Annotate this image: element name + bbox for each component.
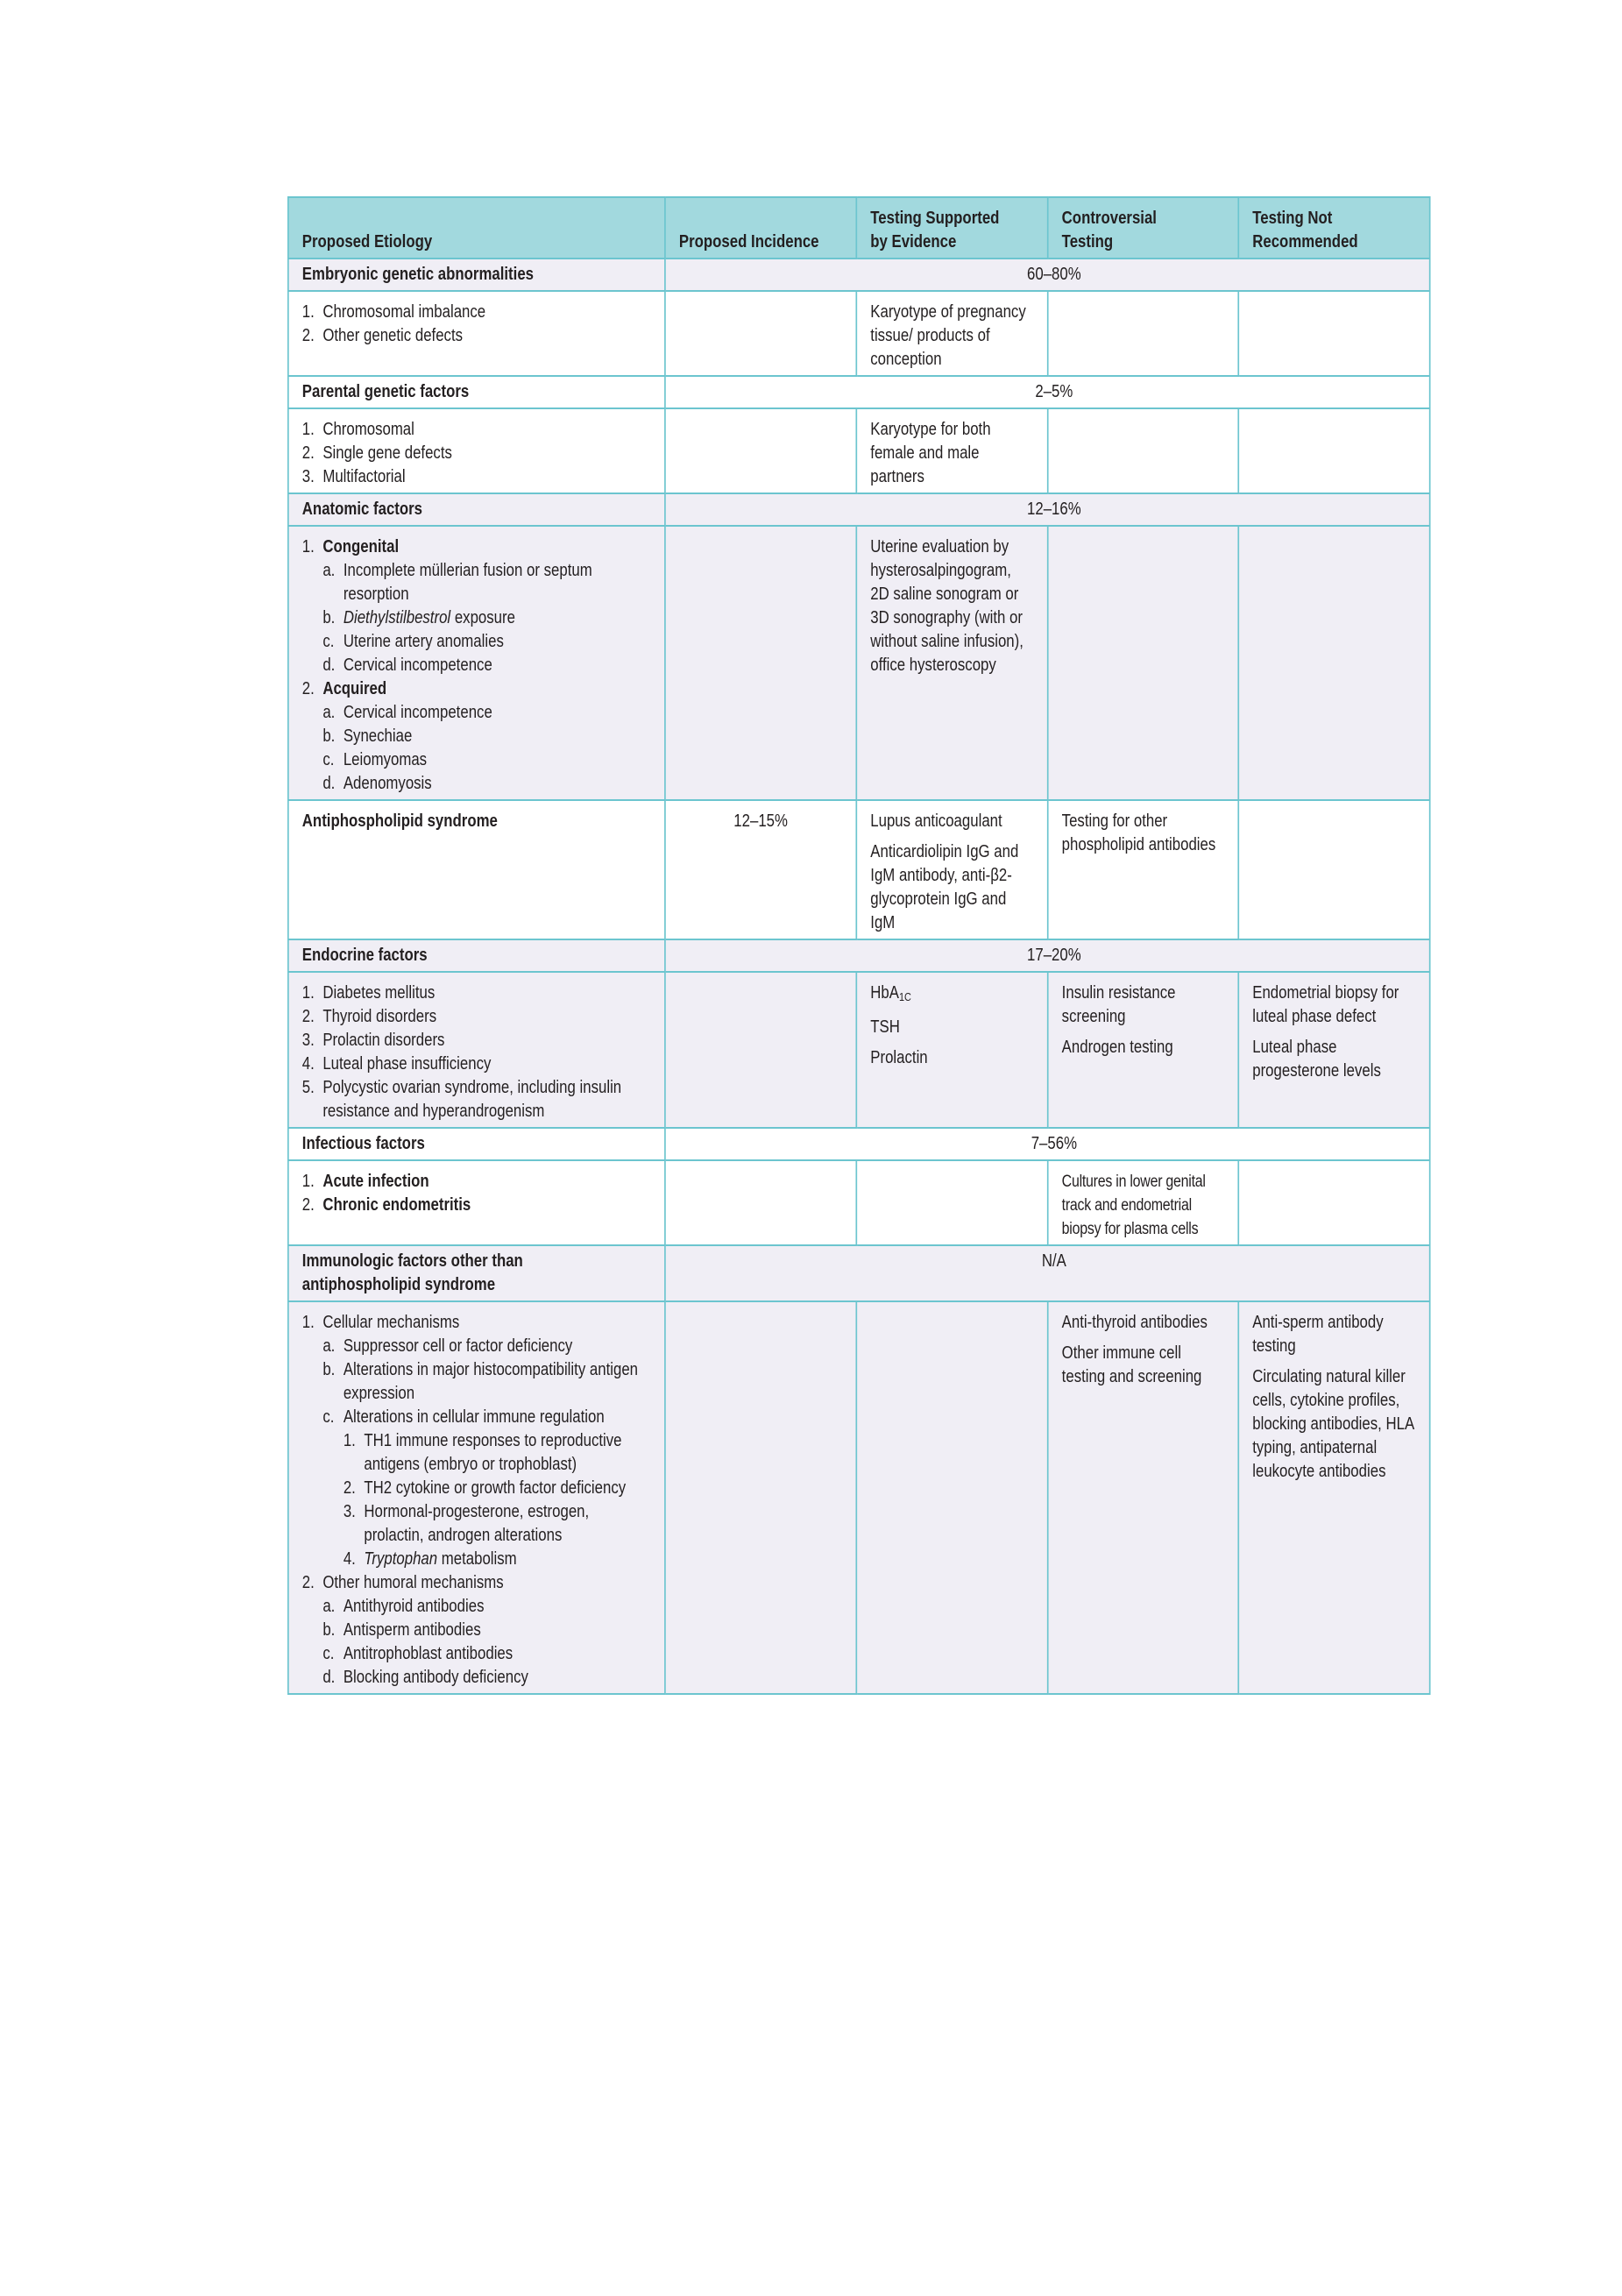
supported-cell — [856, 800, 1047, 939]
supported-item: Anticardiolipin IgG and IgM antibody, anti-β2-glycoprotein IgG and IgM — [870, 842, 1019, 932]
category-row — [288, 1245, 1430, 1301]
incidence-cell — [665, 408, 856, 493]
category-row — [288, 376, 1430, 408]
list-item: 2. Acquired — [301, 679, 387, 698]
category-row — [288, 939, 1430, 972]
incidence-cell — [665, 526, 856, 800]
controversial-item: Androgen testing — [1061, 1038, 1173, 1057]
detail-row — [288, 1160, 1430, 1245]
category-title: Infectious factors — [288, 1128, 665, 1160]
controversial-cell — [1048, 526, 1239, 800]
incidence-value: 2–5% — [1035, 382, 1073, 401]
header-line: Testing Not — [1252, 209, 1333, 228]
list-item: 1. Congenital — [301, 537, 400, 556]
category-row — [288, 493, 1430, 526]
header-controversial-testing — [1048, 197, 1239, 259]
list-item: a. Cervical incompetence — [322, 703, 492, 722]
not-recommended-item: Anti-sperm antibody testing — [1252, 1313, 1384, 1356]
list-item: b. Alterations in major histocompatibility antigen expression — [322, 1360, 639, 1403]
supported-cell: Uterine evaluation by hysterosalpingogram, 2D saline sonogram or 3D sonography (with or without saline infusion), office hysteroscopy — [856, 526, 1047, 800]
etiology-list — [288, 291, 665, 376]
list-item: 3. Prolactin disorders — [301, 1031, 445, 1050]
title-line: Immunologic factors other than — [301, 1251, 523, 1271]
supported-cell — [856, 1301, 1047, 1694]
etiology-table — [287, 196, 1431, 1695]
incidence-cell — [665, 1301, 856, 1694]
list-item: b. Diethylstilbestrol exposure — [322, 608, 515, 627]
supported-item: Prolactin — [870, 1048, 928, 1067]
category-title — [288, 1245, 665, 1301]
incidence-cell — [665, 1160, 856, 1245]
not-recommended-cell — [1238, 1301, 1429, 1694]
list-item: 1. Chromosomal imbalance — [301, 302, 486, 322]
detail-row — [288, 408, 1430, 493]
header-testing-supported — [856, 197, 1047, 259]
category-incidence — [665, 1128, 1430, 1160]
list-item: 1. Cellular mechanisms — [301, 1313, 460, 1332]
list-item: d. Blocking antibody deficiency — [322, 1668, 528, 1687]
incidence-value: 17–20% — [1027, 946, 1081, 965]
list-item: 2. TH2 cytokine or growth factor deficiency — [343, 1478, 627, 1498]
list-item: 1. Acute infection — [301, 1172, 429, 1191]
incidence-cell — [665, 291, 856, 376]
detail-row — [288, 972, 1430, 1128]
category-title: Antiphospholipid syndrome — [288, 800, 665, 939]
category-incidence — [665, 939, 1430, 972]
header-proposed-etiology: Proposed Etiology — [288, 197, 665, 259]
header-line: Testing Supported — [870, 209, 1000, 228]
controversial-cell — [1048, 408, 1239, 493]
not-recommended-cell — [1238, 526, 1429, 800]
category-row — [288, 259, 1430, 291]
category-title: Parental genetic factors — [288, 376, 665, 408]
list-item: 2. Thyroid disorders — [301, 1007, 437, 1026]
header-line: Testing — [1061, 232, 1114, 252]
header-line: by Evidence — [870, 232, 957, 252]
list-item: 3. Multifactorial — [301, 467, 406, 486]
etiology-list — [288, 1160, 665, 1245]
controversial-cell — [1048, 972, 1239, 1128]
category-incidence — [665, 1245, 1430, 1301]
list-item: 3. Hormonal-progesterone, estrogen, prolactin, androgen alterations — [343, 1502, 590, 1545]
supported-item: TSH — [870, 1017, 900, 1037]
list-item: 2. Single gene defects — [301, 443, 452, 463]
list-item: 2. Other genetic defects — [301, 326, 464, 345]
supported-cell — [856, 1160, 1047, 1245]
list-item: 5. Polycystic ovarian syndrome, including insulin resistance and hyperandrogenism — [301, 1078, 622, 1121]
not-recommended-cell — [1238, 972, 1429, 1128]
controversial-cell — [1048, 1301, 1239, 1694]
incidence-value: 12–16% — [1027, 500, 1081, 519]
incidence-value: 7–56% — [1031, 1134, 1078, 1153]
incidence-cell — [665, 972, 856, 1128]
list-item: b. Antisperm antibodies — [322, 1620, 481, 1640]
header-line: Controversial — [1061, 209, 1157, 228]
not-recommended-cell — [1238, 408, 1429, 493]
list-item: c. Antitrophoblast antibodies — [322, 1644, 514, 1663]
controversial-cell: Cultures in lower genital track and endometrial biopsy for plasma cells — [1048, 1160, 1239, 1245]
detail-row — [288, 291, 1430, 376]
category-title: Embryonic genetic abnormalities — [288, 259, 665, 291]
list-item: 1. Diabetes mellitus — [301, 983, 436, 1003]
category-title: Endocrine factors — [288, 939, 665, 972]
incidence-value: 60–80% — [1027, 265, 1081, 284]
etiology-list — [288, 972, 665, 1128]
detail-row — [288, 1301, 1430, 1694]
list-item: 2. Chronic endometritis — [301, 1195, 471, 1215]
list-item: a. Antithyroid antibodies — [322, 1597, 485, 1616]
not-recommended-item: Luteal phase progesterone levels — [1252, 1038, 1381, 1081]
title-line: antiphospholipid syndrome — [301, 1275, 496, 1294]
category-incidence — [665, 259, 1430, 291]
list-item: a. Suppressor cell or factor deficiency — [322, 1336, 573, 1356]
list-item: c. Uterine artery anomalies — [322, 632, 504, 651]
supported-cell: Karyotype for both female and male partners — [856, 408, 1047, 493]
list-item: c. Alterations in cellular immune regulation — [322, 1407, 605, 1427]
header-proposed-incidence: Proposed Incidence — [665, 197, 856, 259]
page — [287, 196, 1622, 1695]
supported-cell: Karyotype of pregnancy tissue/ products of conception — [856, 291, 1047, 376]
controversial-item: Anti-thyroid antibodies — [1061, 1313, 1208, 1332]
list-item: 1. TH1 immune responses to reproductive antigens (embryo or trophoblast) — [343, 1431, 622, 1474]
controversial-item: Insulin resistance screening — [1061, 983, 1176, 1026]
not-recommended-item: Endometrial biopsy for luteal phase defect — [1252, 983, 1399, 1026]
header-testing-not-recommended — [1238, 197, 1429, 259]
detail-row — [288, 526, 1430, 800]
list-item: 1. Chromosomal — [301, 420, 414, 439]
controversial-item: Other immune cell testing and screening — [1061, 1343, 1202, 1386]
not-recommended-cell — [1238, 291, 1429, 376]
controversial-cell: Testing for other phospholipid antibodies — [1048, 800, 1239, 939]
category-incidence: 12–15% — [665, 800, 856, 939]
not-recommended-cell — [1238, 800, 1429, 939]
category-row — [288, 1128, 1430, 1160]
list-item: 4. Tryptophan metabolism — [343, 1549, 517, 1569]
list-item: d. Cervical incompetence — [322, 655, 492, 675]
category-incidence — [665, 493, 1430, 526]
not-recommended-item: Circulating natural killer cells, cytokine profiles, blocking antibodies, HLA typing, antipaternal leukocyte antibodies — [1252, 1367, 1414, 1481]
controversial-cell — [1048, 291, 1239, 376]
etiology-list — [288, 408, 665, 493]
list-item: c. Leiomyomas — [322, 750, 428, 769]
list-item: 2. Other humoral mechanisms — [301, 1573, 504, 1592]
supported-item: Lupus anticoagulant — [870, 811, 1002, 831]
detail-row — [288, 800, 1430, 939]
supported-item: HbA$_{1C}$ — [870, 983, 911, 1003]
list-item: d. Adenomyosis — [322, 774, 432, 793]
incidence-value: N/A — [1041, 1251, 1066, 1271]
supported-cell — [856, 972, 1047, 1128]
list-item: 4. Luteal phase insufficiency — [301, 1054, 492, 1074]
etiology-list — [288, 1301, 665, 1694]
category-incidence — [665, 376, 1430, 408]
etiology-list — [288, 526, 665, 800]
not-recommended-cell — [1238, 1160, 1429, 1245]
category-title: Anatomic factors — [288, 493, 665, 526]
list-item: b. Synechiae — [322, 726, 413, 746]
table-header-row — [288, 197, 1430, 259]
list-item: a. Incomplete müllerian fusion or septum resorption — [322, 561, 592, 604]
header-line: Recommended — [1252, 232, 1358, 252]
